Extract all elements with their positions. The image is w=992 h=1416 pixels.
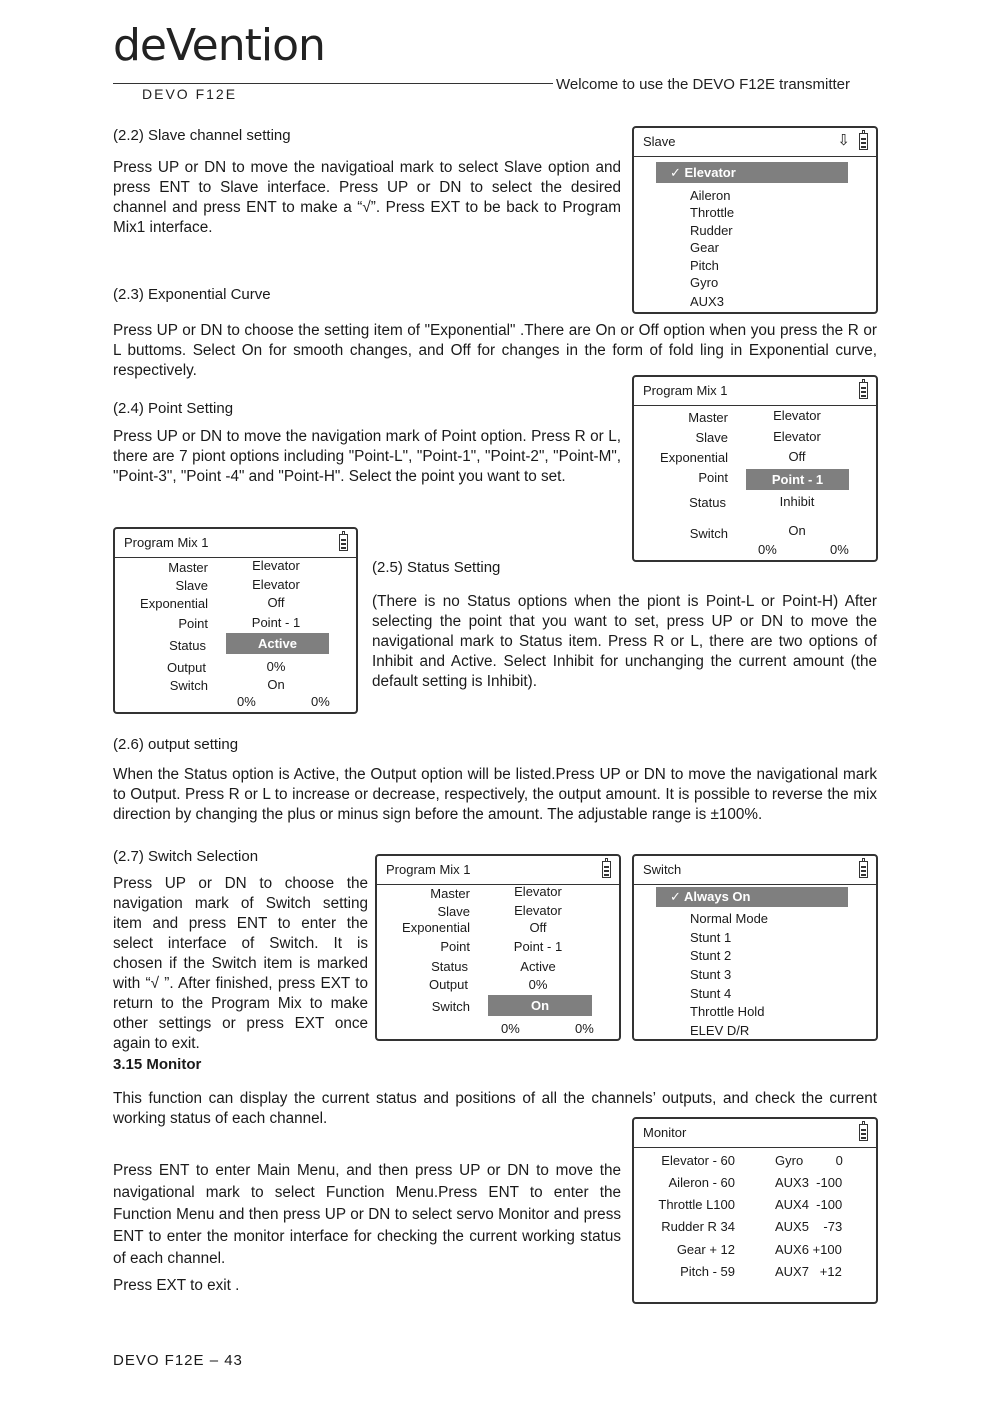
value-slave[interactable]: Elevator — [252, 577, 300, 592]
section-2-2-body: Press UP or DN to move the navigatioal mark to select Slave option and press ENT to Slave interface. Press UP or DN to select the desired channel and press ENT to make a “√”. Press EXT to be back to Program Mix1 interface. — [113, 159, 621, 236]
monitor-channel: Throttle L100 — [658, 1197, 735, 1212]
channel-option[interactable]: AUX3 — [690, 294, 724, 309]
program-mix-screen-point — [632, 375, 878, 562]
monitor-channel: Elevator - 60 — [661, 1153, 735, 1168]
screen-title: Program Mix 1 — [124, 535, 209, 550]
monitor-channel: Gyro 0 — [775, 1153, 843, 1168]
program-mix-screen-status — [113, 527, 358, 714]
label-switch: Switch — [689, 526, 728, 541]
switch-option[interactable]: Stunt 2 — [690, 948, 732, 963]
battery-icon — [859, 861, 868, 878]
label-point: Point — [178, 616, 208, 631]
value-slave[interactable]: Elevator — [514, 903, 562, 918]
label-exponential: Exponential — [140, 596, 208, 611]
monitor-channel: Pitch - 59 — [680, 1264, 735, 1279]
channel-option[interactable]: Gear — [690, 240, 719, 255]
monitor-channel: AUX7 +12 — [775, 1264, 842, 1279]
value-point-selected[interactable]: Point - 1 — [746, 469, 849, 490]
monitor-channel: AUX6 +100 — [775, 1242, 842, 1257]
section-2-6-body: When the Status option is Active, the Output option will be listed.Press UP or DN to move the navigational mark to Output. Press R or L to increase or decrease, respectively, the output amount. It is possible to reverse the mix direction by changing the plus or minus sign before the amount. The adjustable range is ±100%. — [113, 766, 877, 823]
screen-title: Monitor — [643, 1125, 687, 1140]
label-status: Status — [169, 638, 206, 653]
label-point: Point — [440, 939, 470, 954]
value-slave[interactable]: Elevator — [773, 429, 821, 444]
section-2-7-title: (2.7) Switch Selection — [113, 848, 259, 865]
screen-divider — [634, 405, 876, 406]
switch-option[interactable]: Stunt 3 — [690, 967, 732, 982]
value-status-selected[interactable]: Active — [226, 633, 329, 654]
value-point[interactable]: Point - 1 — [251, 615, 301, 630]
value-master[interactable]: Elevator — [773, 408, 821, 423]
switch-option[interactable]: Normal Mode — [690, 911, 769, 926]
value-exponential[interactable]: Off — [529, 920, 547, 935]
label-slave: Slave — [437, 904, 470, 919]
switch-screen — [632, 854, 878, 1041]
channel-option[interactable]: Pitch — [690, 258, 719, 273]
label-slave: Slave — [175, 578, 208, 593]
section-2-7-body: Press UP or DN to choose the navigation mark of Switch setting item and press ENT to enter the select interface of Switch. It is chosen if the Switch item is marked with “√ ”. After finished, press EXT to return to the Program Mix to make other settings or press EXT once again to exit. — [113, 875, 368, 1052]
section-3-15-body: Press ENT to enter Main Menu, and then press UP or DN to move the navigational mark to select Function Menu.Press ENT to enter the Function Menu and then press UP or DN to select servo Monitor and press ENT to enter the monitor interface for checking the current working status of each channel. — [113, 1162, 621, 1267]
model-name: DEVO F12E — [142, 86, 238, 102]
value-exponential[interactable]: Off — [267, 595, 285, 610]
section-2-2-title: (2.2) Slave channel setting — [113, 127, 291, 144]
section-3-15-exit: Press EXT to exit . — [113, 1277, 240, 1294]
screen-divider — [634, 1147, 876, 1148]
channel-option[interactable]: Rudder — [690, 223, 733, 238]
section-2-4-title: (2.4) Point Setting — [113, 400, 234, 417]
program-mix-screen-switch — [375, 854, 621, 1041]
channel-option[interactable]: Aileron — [690, 188, 731, 203]
section-2-5-body: (There is no Status options when the piont is Point-L or Point-H) After selecting the point that you want to set, press UP or DN to move the navigational mark to Status item. Press R or L, there are two options of Inhibit and Active. Select Inhibit for unchanging the current amount (the default setting is Inhibit). — [372, 593, 877, 690]
channel-option[interactable]: Throttle — [690, 205, 735, 220]
page-footer: DEVO F12E – 43 — [113, 1352, 243, 1369]
pct-left: 0% — [501, 1021, 520, 1036]
label-master: Master — [430, 886, 470, 901]
label-switch: Switch — [169, 678, 208, 693]
value-switch[interactable]: On — [788, 523, 806, 538]
pct-left: 0% — [237, 694, 256, 709]
battery-icon — [859, 1124, 868, 1141]
monitor-channel: Rudder R 34 — [661, 1219, 735, 1234]
pct-right: 0% — [311, 694, 330, 709]
screen-title: Program Mix 1 — [643, 383, 728, 398]
selected-channel[interactable]: ✓ Elevator — [656, 162, 848, 183]
screen-title: Slave — [643, 134, 676, 149]
screen-title: Switch — [643, 862, 682, 877]
section-2-3-title: (2.3) Exponential Curve — [113, 286, 271, 303]
label-switch: Switch — [431, 999, 470, 1014]
label-status: Status — [689, 495, 726, 510]
monitor-channel: AUX5 -73 — [775, 1219, 843, 1234]
channel-option[interactable]: Gyro — [690, 275, 719, 290]
battery-icon — [859, 133, 868, 150]
switch-option[interactable]: Throttle Hold — [690, 1004, 765, 1019]
value-status[interactable]: Active — [520, 959, 556, 974]
value-exponential[interactable]: Off — [788, 449, 806, 464]
value-output[interactable]: 0% — [528, 977, 548, 992]
label-master: Master — [168, 560, 208, 575]
value-master[interactable]: Elevator — [252, 558, 300, 573]
monitor-channel: Aileron - 60 — [668, 1175, 735, 1190]
label-status: Status — [431, 959, 468, 974]
down-arrow-icon: ⇩ — [837, 132, 850, 149]
label-exponential: Exponential — [660, 450, 728, 465]
pct-right: 0% — [575, 1021, 594, 1036]
battery-icon — [859, 382, 868, 399]
monitor-channel: AUX3 -100 — [775, 1175, 843, 1190]
section-2-5-title: (2.5) Status Setting — [372, 559, 501, 576]
value-master[interactable]: Elevator — [514, 884, 562, 899]
section-2-6-title: (2.6) output setting — [113, 736, 239, 753]
switch-option[interactable]: Stunt 4 — [690, 986, 732, 1001]
battery-icon — [339, 534, 348, 551]
header-divider — [113, 83, 553, 84]
screen-title: Program Mix 1 — [386, 862, 471, 877]
monitor-screen — [632, 1117, 878, 1304]
value-point[interactable]: Point - 1 — [513, 939, 563, 954]
screen-divider — [634, 884, 876, 885]
value-switch-selected[interactable]: On — [488, 995, 592, 1016]
value-switch[interactable]: On — [267, 677, 285, 692]
value-output[interactable]: 0% — [266, 659, 286, 674]
label-output: Output — [428, 977, 468, 992]
section-2-3-body: Press UP or DN to choose the setting item of "Exponential" .There are On or Off option when you press the R or L buttoms. Select On for smooth changes, and Off for changes in the form of fold ling in Exponential curve, respectively. — [113, 322, 877, 379]
selected-switch[interactable]: ✓ Always On — [656, 887, 848, 907]
switch-option[interactable]: ELEV D/R — [690, 1023, 750, 1038]
label-slave: Slave — [695, 430, 728, 445]
welcome-text: Welcome to use the DEVO F12E transmitter — [556, 76, 851, 93]
screen-divider — [634, 156, 876, 157]
value-status[interactable]: Inhibit — [779, 494, 815, 509]
pct-right: 0% — [830, 542, 849, 557]
switch-option[interactable]: Stunt 1 — [690, 930, 732, 945]
section-2-4-body: Press UP or DN to move the navigation mark of Point option. Press R or L, there are 7 piont options including "Point-L", "Point-1", "Point-2", "Point-M", "Point-3", "Point -4" and "Point-H". Select the point you want to set. — [113, 428, 621, 485]
label-point: Point — [698, 470, 728, 485]
slave-screen — [632, 126, 878, 314]
label-output: Output — [166, 660, 206, 675]
battery-icon — [602, 861, 611, 878]
label-master: Master — [688, 410, 728, 425]
label-exponential: Exponential — [402, 920, 470, 935]
monitor-channel: Gear + 12 — [676, 1242, 735, 1257]
section-3-15-intro: This function can display the current status and positions of all the channels’ outputs, and check the current working status of each channel. — [113, 1090, 877, 1127]
monitor-channel: AUX4 -100 — [775, 1197, 843, 1212]
section-3-15-title: 3.15 Monitor — [113, 1056, 202, 1073]
logo: deVention — [113, 20, 325, 71]
pct-left: 0% — [758, 542, 777, 557]
